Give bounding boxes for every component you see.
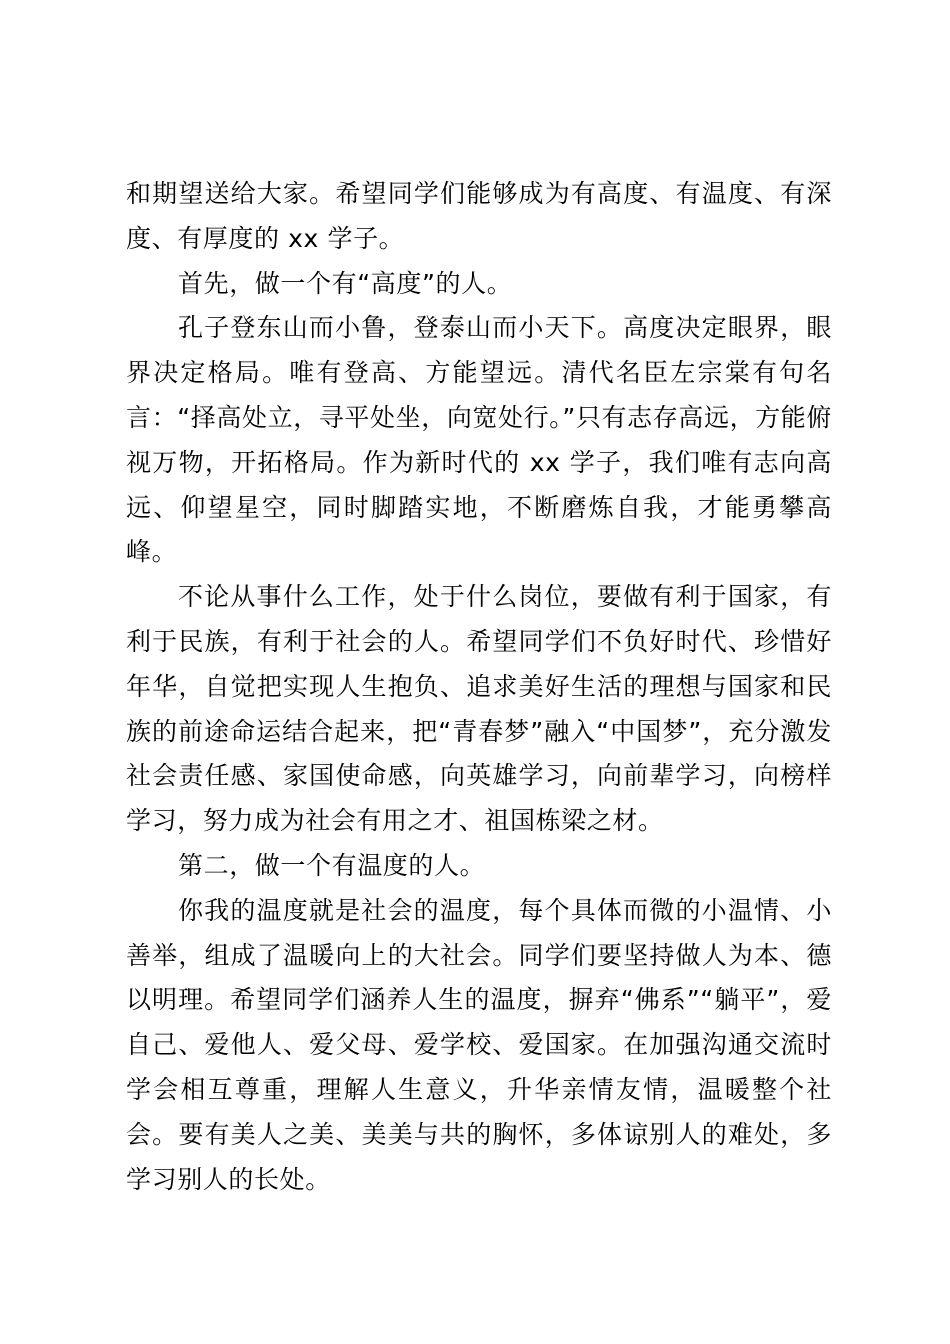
paragraph: 你我的温度就是社会的温度，每个具体而微的小温情、小善举，组成了温暖向上的大社会。同学们要坚持做人为本、德以明理。希望同学们涵养人生的温度，摒弃“佛系”“躺平”，爱自己、爱他人、爱父母、爱学校、爱国家。在加强沟通交流时学会相互尊重，理解人生意义，升华亲情友情，温暖整个社会。要有美人之美、美美与共的胸怀，多体谅别人的难处，多学习别人的长处。 [126, 895, 832, 1194]
paragraph: 不论从事什么工作，处于什么岗位，要做有利于国家，有利于民族，有利于社会的人。希望同学们不负好时代、珍惜好年华，自觉把实现人生抱负、追求美好生活的理想与国家和民族的前途命运结合起来，把“青春梦”融入“中国梦”，充分激发社会责任感、家国使命感，向英雄学习，向前辈学习，向榜样学习，努力成为社会有用之才、祖国栋梁之材。 [126, 582, 832, 836]
paragraph: 孔子登东山而小鲁，登泰山而小天下。高度决定眼界，眼界决定格局。唯有登高、方能望远。清代名臣左宗棠有句名言：“择高处立，寻平处坐，向宽处行。”只有志存高远，方能俯视万物，开拓格局。作为新时代的 xx 学子，我们唯有志向高远、仰望星空，同时脚踏实地，不断磨炼自我，才能勇攀高峰。 [126, 313, 832, 567]
paragraph-continuation: 和期望送给大家。希望同学们能够成为有高度、有温度、有深度、有厚度的 xx 学子。 [126, 179, 832, 253]
document-body [126, 172, 832, 1202]
paragraph-heading-warmth: 第二，做一个有温度的人。 [178, 850, 486, 880]
paragraph-heading-height: 首先，做一个有“高度”的人。 [178, 268, 513, 298]
